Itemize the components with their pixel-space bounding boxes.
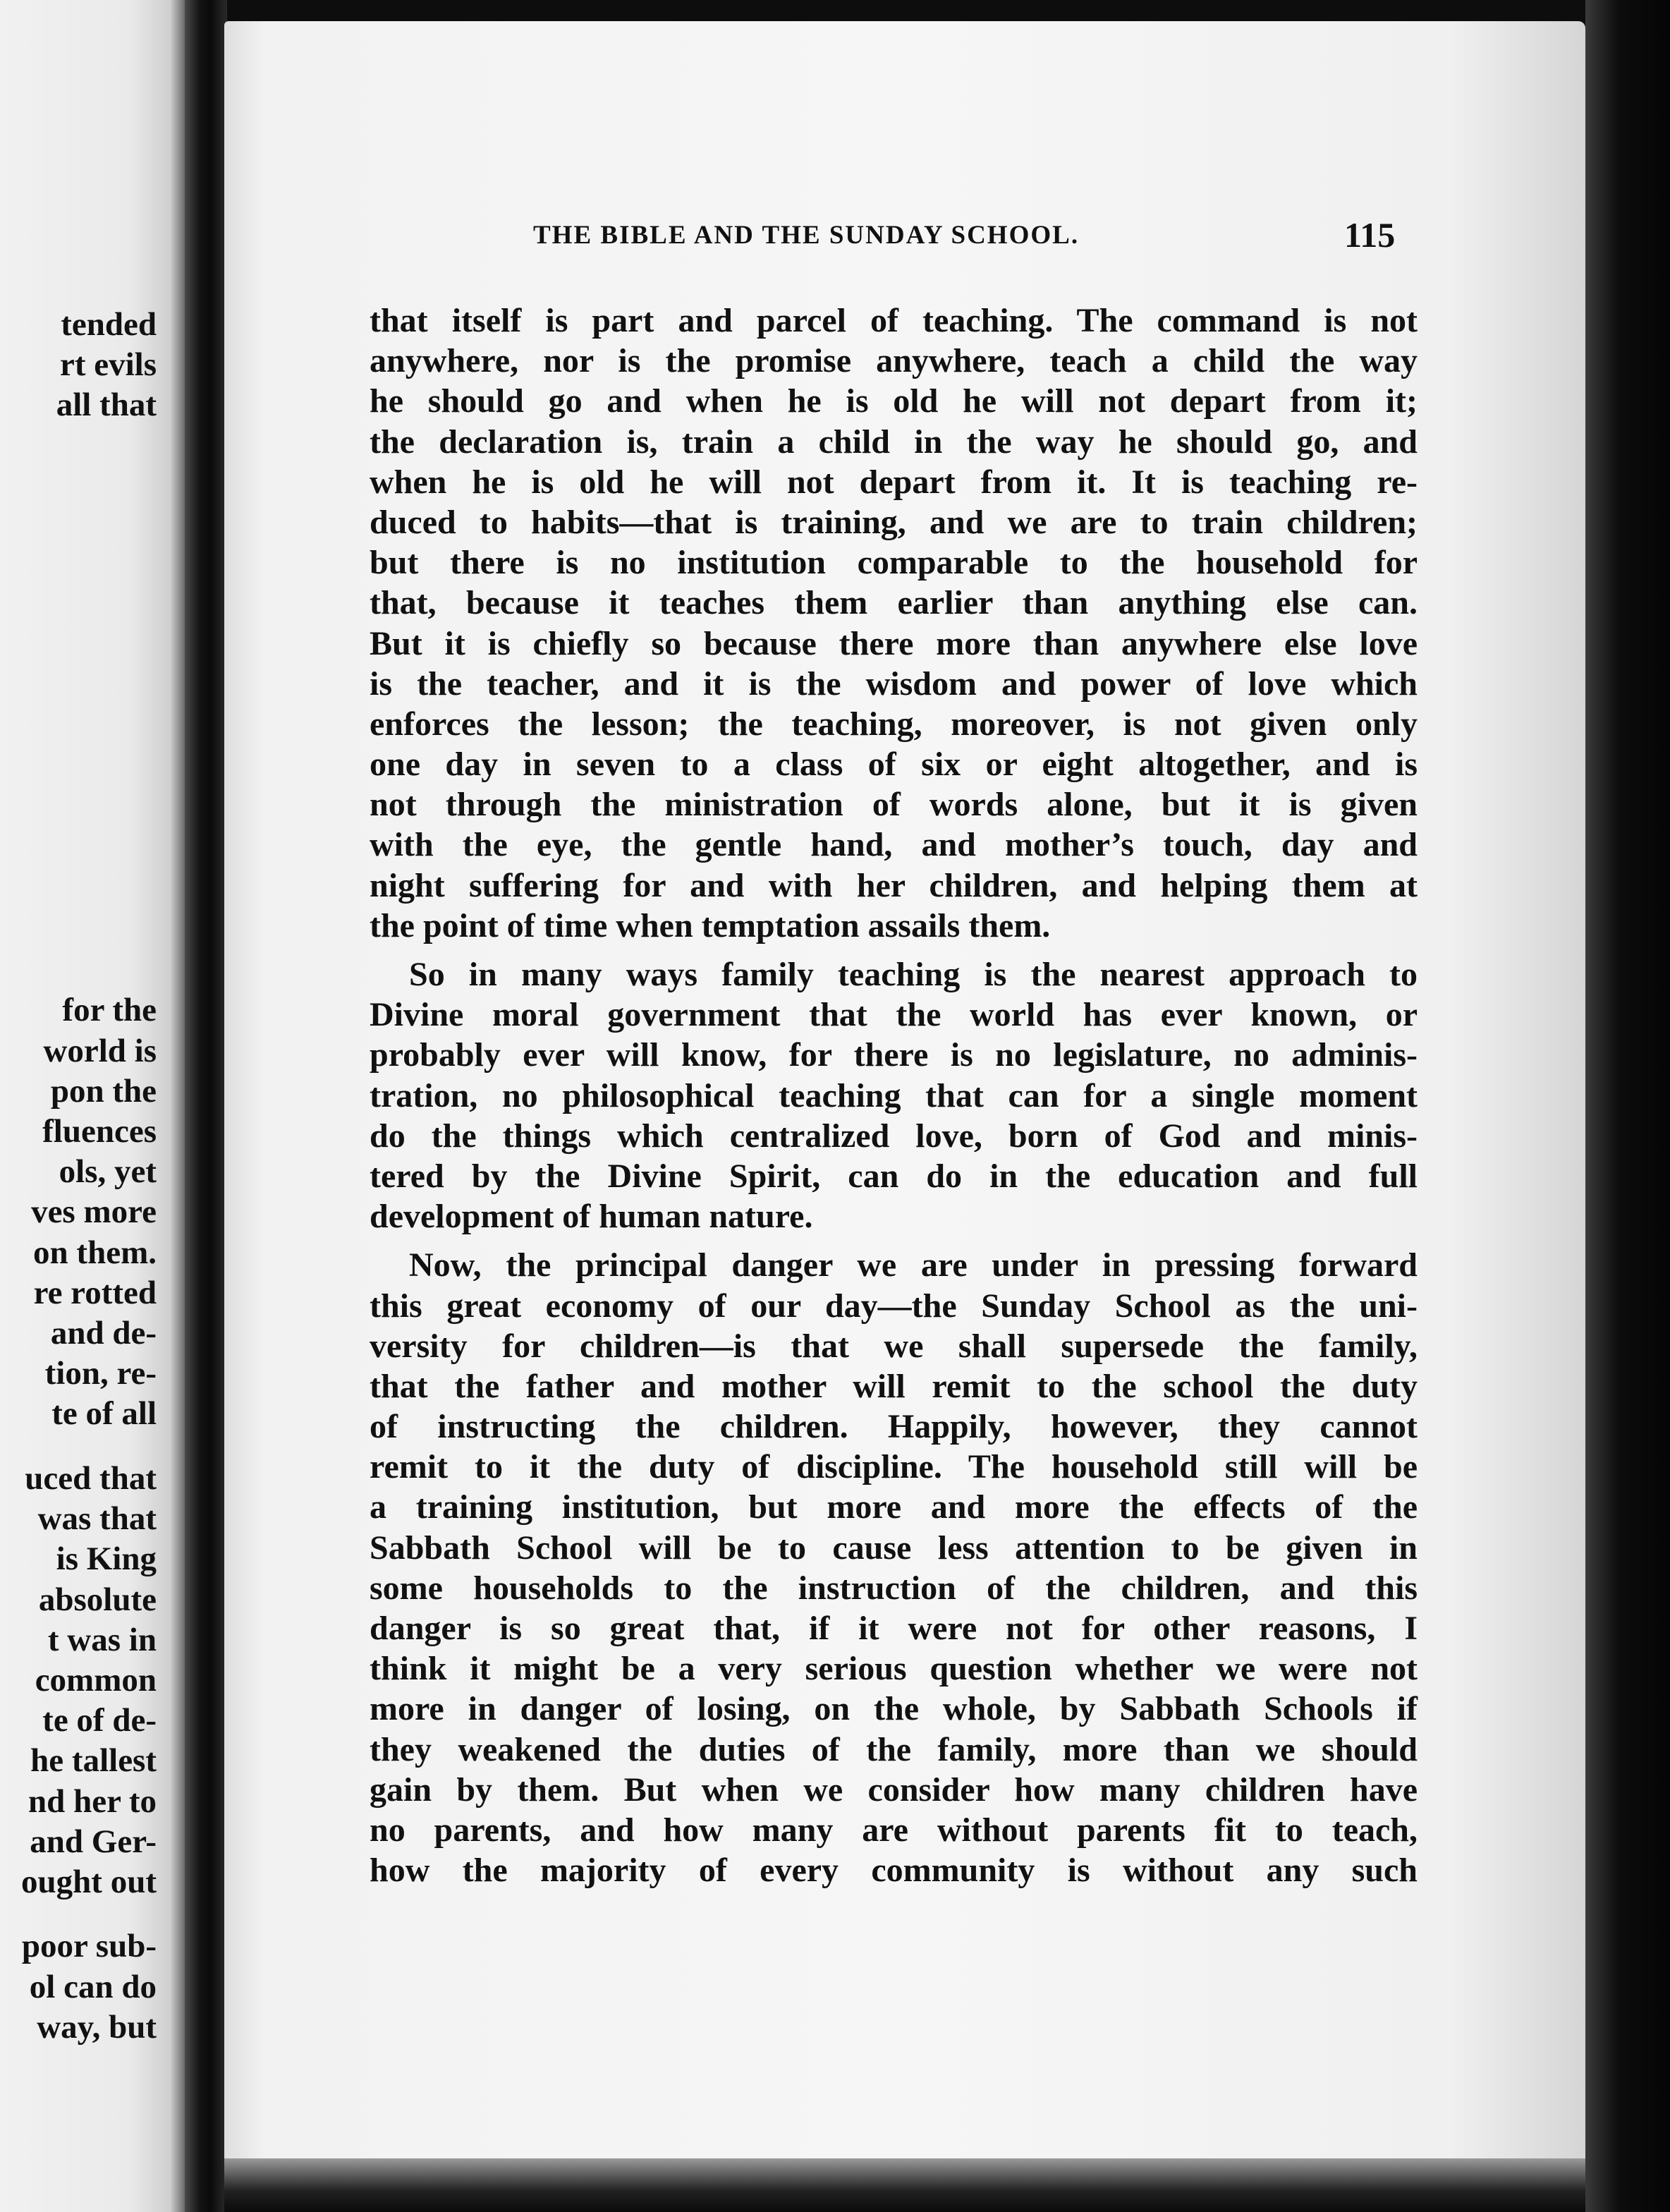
- running-title: THE BIBLE AND THE SUNDAY SCHOOL.: [533, 221, 1080, 250]
- left-page-text-fragment: absolute: [38, 1581, 157, 1618]
- left-page-text-fragment: way, but: [37, 2008, 157, 2046]
- text-line: remit to it the duty of discipline. The household still will be: [370, 1448, 1418, 1486]
- text-line: is the teacher, and it is the wisdom and power of love which: [370, 664, 1418, 703]
- left-page-text-fragment: ols, yet: [59, 1153, 157, 1191]
- text-line: not through the ministration of words alone, but it is given: [370, 786, 1418, 824]
- left-page-text-fragment: was that: [37, 1500, 157, 1538]
- text-line: tration, no philosophical teaching that can for a single moment: [370, 1076, 1418, 1114]
- left-page-text-fragment: pon the: [50, 1072, 157, 1110]
- page-number: 115: [1344, 215, 1396, 255]
- left-page-text-fragment: he tallest: [30, 1742, 157, 1780]
- text-line: that the father and mother will remit to the school the duty: [370, 1367, 1418, 1405]
- left-page-text-fragment: and Ger-: [30, 1823, 157, 1860]
- text-line: night suffering for and with her children, and helping them at: [370, 866, 1418, 904]
- text-line: that itself is part and parcel of teaching. The command is not: [370, 302, 1418, 339]
- left-page-text-fragment: poor sub-: [21, 1928, 157, 1965]
- page-edge-right: [1585, 0, 1670, 2212]
- paragraph: [370, 300, 1418, 946]
- text-line: But it is chiefly so because there more than anywhere else love: [370, 624, 1418, 662]
- text-line: some households to the instruction of the children, and this: [370, 1569, 1418, 1607]
- text-line: the declaration is, train a child in the way he should go, and: [370, 423, 1418, 461]
- text-line: with the eye, the gentle hand, and mother’s touch, day and: [370, 826, 1418, 864]
- left-page-text-fragment: tended: [61, 306, 157, 343]
- text-line: enforces the lesson; the teaching, moreover, is not given only: [370, 705, 1418, 743]
- text-line: think it might be a very serious question whether we were not: [370, 1650, 1418, 1688]
- left-page-text-fragment: uced that: [25, 1459, 157, 1497]
- left-page-text-fragment: te of all: [51, 1395, 157, 1433]
- page-edge-bottom: [224, 2158, 1585, 2212]
- left-page-text-fragment: all that: [56, 387, 157, 424]
- text-line: when he is old he will not depart from it. It is teaching re-: [370, 463, 1418, 501]
- left-page-text-fragment: is King: [56, 1540, 157, 1578]
- text-line: Sabbath School will be to cause less attention to be given in: [370, 1529, 1418, 1567]
- text-line: but there is no institution comparable to the household for: [370, 544, 1418, 582]
- text-line: more in danger of losing, on the whole, by Sabbath Schools if: [370, 1690, 1418, 1728]
- text-line: anywhere, nor is the promise anywhere, teach a child the way: [370, 342, 1418, 380]
- text-line: probably ever will know, for there is no legislature, no adminis-: [370, 1036, 1418, 1074]
- text-line: duced to habits—that is training, and we are to train children;: [370, 503, 1418, 541]
- text-line: versity for children—is that we shall supersede the family,: [370, 1327, 1418, 1365]
- text-line: a training institution, but more and more the effects of the: [370, 1488, 1418, 1526]
- text-line: Now, the principal danger we are under in pressing forward: [409, 1246, 1418, 1284]
- text-line: gain by them. But when we consider how many children have: [370, 1770, 1418, 1809]
- left-page-text-fragment: world is: [43, 1032, 157, 1069]
- text-line: danger is so great that, if it were not for other reasons, I: [370, 1610, 1418, 1647]
- left-page-text-fragment: re rotted: [33, 1274, 157, 1311]
- paragraph-gap: [370, 1236, 1418, 1245]
- left-page-text-fragment: rt evils: [59, 346, 157, 384]
- left-page-text-fragment: ol can do: [29, 1968, 157, 2005]
- text-line: tered by the Divine Spirit, can do in the education and full: [370, 1157, 1418, 1195]
- text-line: no parents, and how many are without parents fit to teach,: [370, 1811, 1418, 1849]
- paragraph-gap: [370, 946, 1418, 954]
- left-page-text-fragment: for the: [62, 992, 157, 1029]
- body-text: [370, 300, 1418, 1890]
- text-line: Divine moral government that the world has ever known, or: [370, 996, 1418, 1034]
- text-line: that, because it teaches them earlier than anything else can.: [370, 584, 1418, 622]
- text-line: the point of time when temptation assails them.: [370, 906, 1051, 944]
- left-page-text-fragment: common: [35, 1661, 157, 1699]
- text-line: they weakened the duties of the family, more than we should: [370, 1730, 1418, 1768]
- text-line: this great economy of our day—the Sunday School as the uni-: [370, 1287, 1418, 1325]
- paragraph: [370, 954, 1418, 1236]
- text-line: So in many ways family teaching is the nearest approach to: [409, 956, 1418, 993]
- text-line: development of human nature.: [370, 1198, 813, 1236]
- left-page-text-fragment: ought out: [21, 1863, 157, 1900]
- text-line: he should go and when he is old he will not depart from it;: [370, 382, 1418, 420]
- paragraph: [370, 1245, 1418, 1890]
- book-gutter: [185, 0, 227, 2212]
- text-line: of instructing the children. Happily, however, they cannot: [370, 1408, 1418, 1446]
- left-page-text-fragment: tion, re-: [44, 1355, 157, 1392]
- left-page-text-fragment: te of de-: [42, 1702, 157, 1739]
- left-page-fragment: [0, 0, 185, 2212]
- left-page-text-fragment: on them.: [33, 1234, 157, 1271]
- text-line: one day in seven to a class of six or eight altogether, and is: [370, 746, 1418, 784]
- left-page-text-fragment: nd her to: [28, 1782, 157, 1820]
- text-line: how the majority of every community is without any such: [370, 1852, 1418, 1890]
- left-page-text-fragment: and de-: [50, 1315, 157, 1351]
- left-page-text-fragment: t was in: [47, 1621, 157, 1658]
- left-page-text-fragment: fluences: [42, 1113, 157, 1150]
- text-line: do the things which centralized love, born of God and minis-: [370, 1117, 1418, 1155]
- left-page-text-fragment: ves more: [31, 1193, 157, 1231]
